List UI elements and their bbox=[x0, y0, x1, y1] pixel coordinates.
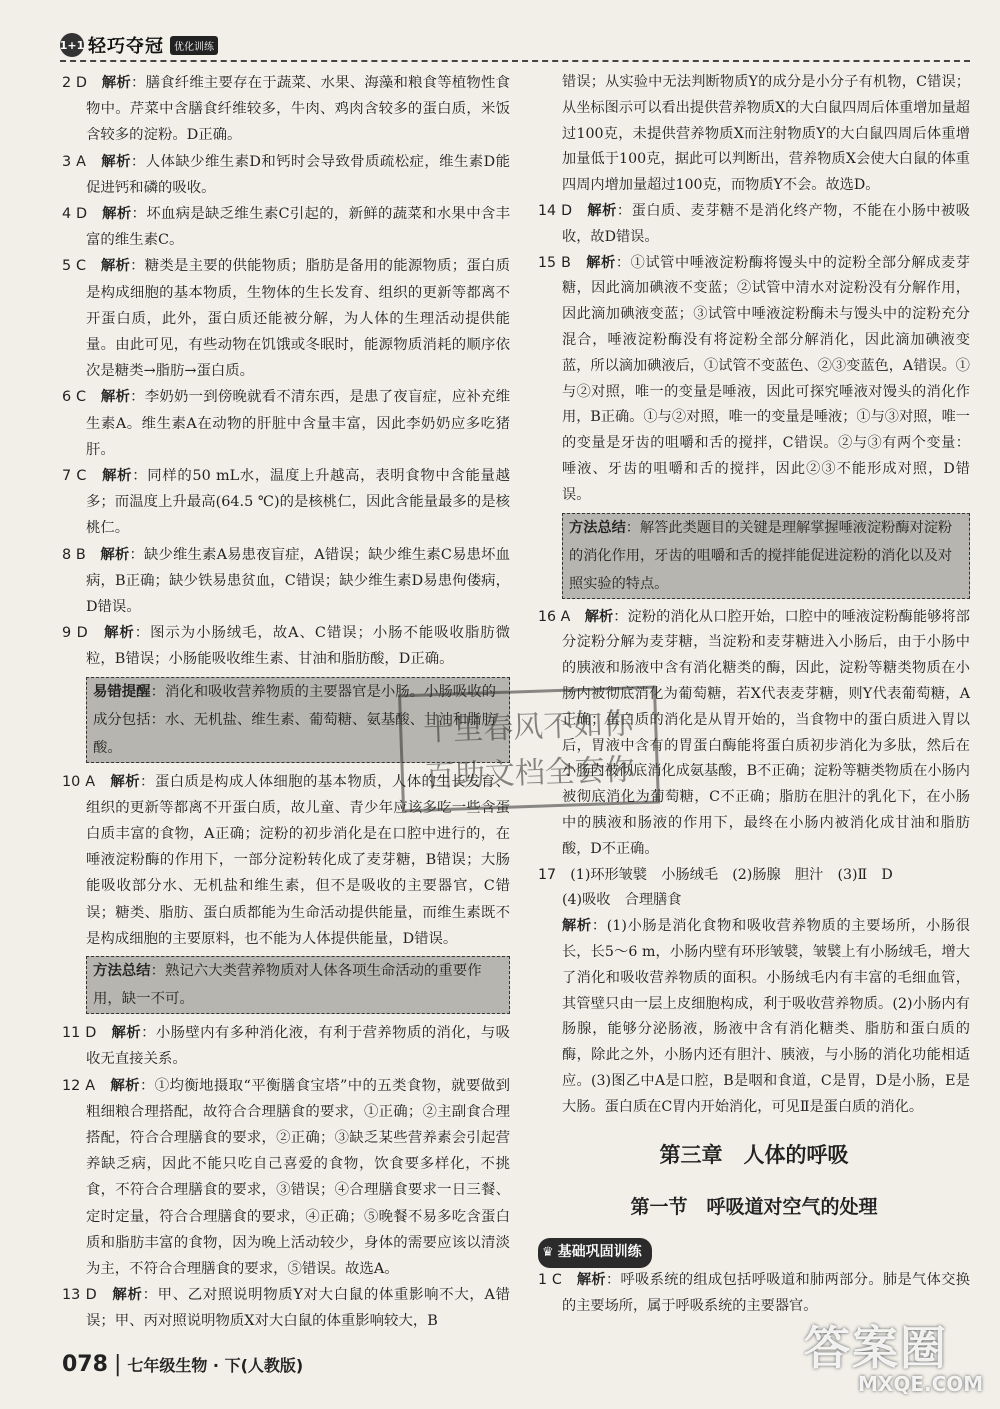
answer-number: 5 C bbox=[62, 258, 87, 275]
answer-entry: 13 D 解析：甲、乙对照说明物质Y对大白鼠的体重影响不大，A错误；甲、丙对照说明物质X对大白鼠的体重影响较大，B bbox=[62, 1287, 510, 1330]
answer-entry: 9 D 解析：图示为小肠绒毛，故A、C错误；小肠不能吸收脂肪微粒，B错误；小肠能吸收维生素、甘油和脂肪酸，D正确。 bbox=[62, 625, 510, 668]
answer-number: 15 B bbox=[538, 254, 571, 271]
watermark-url: MXQE.COM bbox=[858, 1372, 984, 1396]
analysis-label: 解析 bbox=[576, 1272, 606, 1289]
answer-entry: 4 D 解析：坏血病是缺乏维生素C引起的，新鲜的蔬菜和水果中含丰富的维生素C。 bbox=[62, 206, 510, 249]
answer-text: 淀粉的消化从口腔开始，口腔中的唾液淀粉酶能够将部分淀粉分解为麦芽糖，当淀粉和麦芽糖进入小肠后，由于小肠中的胰液和肠液中含有消化糖类的酶，因此，淀粉等糖类物质在小肠内被彻底消化为葡萄糖，若X代表麦芽糖，则Y代表葡萄糖，A正确；蛋白质的消化是从胃开始的，当食物中的蛋白质进入胃以后，胃液中含有的胃蛋白酶能将蛋白质初步消化为多肽，然后在小肠内被彻底消化成氨基酸，B不正确；淀粉等糖类物质在小肠内被彻底消化为葡萄糖，C不正确；脂肪在胆汁的乳化下，在小肠中的胰液和肠液的作用下，最终在小肠内被消化成甘油和脂肪酸，D不正确。 bbox=[562, 608, 970, 857]
answer-entry: 15 B 解析：①试管中唾液淀粉酶将馒头中的淀粉全部分解成麦芽糖，因此滴加碘液不变蓝；②试管中清水对淀粉没有分解作用，因此滴加碘液变蓝；③试管中唾液淀粉酶未与馒头中的淀粉充分混合，唾液淀粉酶没有将淀粉全部分解消化，因此滴加碘液变蓝，所以滴加碘液后，①试管不变蓝色、②③变蓝色，A错误。①与②对照，唯一的变量是唾液，因此可探究唾液对馒头的消化作用，B正确。①与②对照，唯一的变量是唾液；①与③对照，唯一的变量是牙齿的咀嚼和舌的搅拌，C错误。②与③有两个变量：唾液、牙齿的咀嚼和舌的搅拌，因此②③不能形成对照，D错误。 bbox=[538, 254, 970, 503]
section-title: 第一节 呼吸道对空气的处理 bbox=[630, 1196, 878, 1219]
answer-entry: 3 A 解析：人体缺少维生素D和钙时会导致骨质疏松症，维生素D能促进钙和磷的吸收。 bbox=[62, 153, 510, 196]
tip-text: 熟记六大类营养物质对人体各项生命活动的重要作用，缺一不可。 bbox=[93, 963, 482, 1008]
answer-text: 图示为小肠绒毛，故A、C错误；小肠不能吸收脂肪微粒，B错误；小肠能吸收维生素、甘油和脂肪酸，D正确。 bbox=[86, 625, 510, 668]
answer-entry: 5 C 解析：糖类是主要的供能物质；脂肪是备用的能源物质；蛋白质是构成细胞的基本物质，生物体的生长发育、组织的更新等都离不开蛋白质，此外，蛋白质还能被分解，为人体的生理活动提供能量。由此可见，有些动物在饥饿或冬眠时，能源物质消耗的顺序依次是糖类→脂肪→蛋白质。 bbox=[62, 258, 510, 380]
answer-number: 10 A bbox=[62, 773, 96, 790]
answer-text: 小肠壁内有多种消化液，有利于营养物质的消化，与吸收无直接关系。 bbox=[86, 1025, 510, 1068]
answer-entry: 2 D 解析：膳食纤维主要存在于蔬菜、水果、海藻和粮食等植物性食物中。芹菜中含膳食纤维较多，牛肉、鸡肉含较多的蛋白质，米饭含较多的淀粉。D正确。 bbox=[62, 75, 510, 144]
answer-entry: 解析：(1)小肠是消化食物和吸收营养物质的主要场所，小肠很长，长5～6 m，小肠内壁有环形皱襞，皱襞上有小肠绒毛，增大了消化和吸收营养物质的面积。小肠绒毛内有丰富的毛细血管，其管壁只由一层上皮细胞构成，利于吸收营养物质。(2)小肠内有肠腺，能够分泌肠液，肠液中含有消化糖类、脂肪和蛋白质的酶，除此之外，小肠内还有胆汁、胰液，与小肠的消化功能相适应。(3)图乙中A是口腔，B是咽和食道，C是胃，D是小肠，E是大肠。蛋白质在C胃内开始消化，可见Ⅱ是蛋白质的消化。 bbox=[562, 918, 970, 1115]
right-column bbox=[538, 70, 970, 1320]
answer-number: 8 B bbox=[62, 546, 86, 563]
analysis-label: 解析 bbox=[586, 254, 616, 271]
tip-text: 消化和吸收营养物质的主要器官是小肠。小肠吸收的成分包括：水、无机盐、维生素、葡萄糖、氨基酸、甘油和脂肪酸。 bbox=[93, 683, 496, 756]
answer-number: 9 D bbox=[62, 625, 88, 642]
analysis-label: 解析 bbox=[100, 389, 131, 406]
answer-entry: 7 C 解析：同样的50 mL水，温度上升越高，表明食物中含能量越多；而温度上升最高(64.5 ℃)的是核桃仁，因此含能量最多的是核桃仁。 bbox=[62, 468, 510, 537]
brand-logo-icon: 1+1 bbox=[60, 33, 84, 57]
answer-entry: 16 A 解析：淀粉的消化从口腔开始，口腔中的唾液淀粉酶能够将部分淀粉分解为麦芽糖，当淀粉和麦芽糖进入小肠后，由于小肠中的胰液和肠液中含有消化糖类的酶，因此，淀粉等糖类物质在小肠内被彻底消化为葡萄糖，若X代表麦芽糖，则Y代表葡萄糖，A正确；蛋白质的消化是从胃开始的，当食物中的蛋白质进入胃以后，胃液中含有的胃蛋白酶能将蛋白质初步消化为多肽，然后在小肠内被彻底消化成氨基酸，B不正确；淀粉等糖类物质在小肠内被彻底消化为葡萄糖，C不正确；脂肪在胆汁的乳化下，在小肠中的胰液和肠液的作用下，最终在小肠内被消化成甘油和脂肪酸，D不正确。 bbox=[538, 608, 970, 857]
analysis-label: 解析 bbox=[110, 773, 141, 790]
answer-text: 人体缺少维生素D和钙时会导致骨质疏松症，维生素D能促进钙和磷的吸收。 bbox=[86, 153, 510, 196]
analysis-label: 解析 bbox=[104, 625, 135, 642]
analysis-label: 解析 bbox=[111, 1025, 142, 1042]
chapter-title: 第三章 人体的呼吸 bbox=[659, 1143, 849, 1168]
answer-entry: 1 C 解析：呼吸系统的组成包括呼吸道和肺两部分。肺是气体交换的主要场所，属于呼吸系统的主要器官。 bbox=[538, 1272, 970, 1315]
answer-text: 同样的50 mL水，温度上升越高，表明食物中含能量越多；而温度上升最高(64.5 ℃)的是核桃仁，因此含能量最多的是核桃仁。 bbox=[86, 468, 510, 537]
analysis-label: 解析 bbox=[562, 918, 592, 935]
badge-label: 基础巩固训练 bbox=[557, 1244, 642, 1261]
stamp-line-1: 十里春风不如你 bbox=[422, 706, 634, 749]
answer-text: 坏血病是缺乏维生素C引起的，新鲜的蔬菜和水果中含丰富的维生素C。 bbox=[86, 206, 510, 249]
analysis-label: 解析 bbox=[110, 1077, 140, 1094]
answer-entry: 12 A 解析：①均衡地摄取“平衡膳食宝塔”中的五类食物，就要做到粗细粮合理搭配，故符合合理膳食的要求，①正确；②主副食合理搭配，符合合理膳食的要求，②正确；③缺乏某些营养素会引起营养缺乏病，因此不能只吃自己喜爱的食物，饮食要多样化，不挑食，不符合合理膳食的要求，③错误；④合理膳食要求一日三餐、定时定量，符合合理膳食的要求，④正确；⑤晚餐不易多吃含蛋白质和脂肪丰富的食物，因为晚上活动较少，身体的需要应该以清淡为主，不符合合理膳食的要求，⑤错误。故选A。 bbox=[62, 1077, 510, 1277]
analysis-label: 解析 bbox=[100, 258, 131, 275]
tip-box: 方法总结：熟记六大类营养物质对人体各项生命活动的重要作用，缺一不可。 bbox=[86, 956, 510, 1014]
page-header bbox=[60, 30, 970, 62]
answer-text: (1)小肠是消化食物和吸收营养物质的主要场所，小肠很长，长5～6 m，小肠内壁有环形皱襞，皱襞上有小肠绒毛，增大了消化和吸收营养物质的面积。小肠绒毛内有丰富的毛细血管，其管壁只由一层上皮细胞构成，利于吸收营养物质。(2)小肠内有肠腺，能够分泌肠液，肠液中含有消化糖类、脂肪和蛋白质的酶，除此之外，小肠内还有胆汁、胰液，与小肠的消化功能相适应。(3)图乙中A是口腔，B是咽和食道，C是胃，D是小肠，E是大肠。蛋白质在C胃内开始消化，可见Ⅱ是蛋白质的消化。 bbox=[562, 918, 970, 1115]
tip-label: 方法总结 bbox=[93, 963, 151, 980]
answer-entry bbox=[538, 70, 970, 199]
answer-number: 4 D bbox=[62, 206, 88, 223]
answer-number: 13 D bbox=[62, 1287, 97, 1304]
answer-number: 14 D bbox=[538, 202, 573, 219]
analysis-label: 解析 bbox=[587, 202, 617, 219]
answer-text: 糖类是主要的供能物质；脂肪是备用的能源物质；蛋白质是构成细胞的基本物质，生物体的生长发育、组织的更新等都离不开蛋白质，此外，蛋白质还能被分解，为人体的生理活动提供能量。由此可见，有些动物在饥饿或冬眠时，能源物质消耗的顺序依次是糖类→脂肪→蛋白质。 bbox=[86, 258, 510, 380]
analysis-label: 解析 bbox=[102, 206, 132, 223]
crown-icon: ♛ bbox=[542, 1245, 554, 1261]
tip-text: 解答此类题目的关键是理解掌握唾液淀粉酶对淀粉的消化作用，牙齿的咀嚼和舌的搅拌能促进淀粉的消化以及对照实验的特点。 bbox=[569, 519, 953, 592]
analysis-label: 解析 bbox=[584, 608, 614, 625]
answer-text: ①试管中唾液淀粉酶将馒头中的淀粉全部分解成麦芽糖，因此滴加碘液不变蓝；②试管中清水对淀粉没有分解作用，因此滴加碘液变蓝；③试管中唾液淀粉酶未与馒头中的淀粉充分混合，唾液淀粉酶没有将淀粉全部分解消化，因此滴加碘液变蓝，所以滴加碘液后，①试管不变蓝色、②③变蓝色，A错误。①与②对照，唯一的变量是唾液，因此可探究唾液对馒头的消化作用，B正确。①与②对照，唯一的变量是唾液；①与③对照，唯一的变量是牙齿的咀嚼和舌的搅拌，C错误。②与③有两个变量：唾液、牙齿的咀嚼和舌的搅拌，因此②③不能形成对照，D错误。 bbox=[562, 254, 970, 503]
brand-name: 轻巧夺冠 bbox=[88, 36, 164, 57]
tip-box: 方法总结：解答此类题目的关键是理解掌握唾液淀粉酶对淀粉的消化作用，牙齿的咀嚼和舌的搅拌能促进淀粉的消化以及对照实验的特点。 bbox=[562, 513, 970, 599]
answer-text: (4)吸收 合理膳食 bbox=[562, 892, 682, 909]
answer-number: 2 D bbox=[62, 75, 88, 91]
page-number: 078 bbox=[62, 1352, 108, 1377]
answer-number: 3 A bbox=[62, 153, 86, 170]
page-footer bbox=[62, 1352, 303, 1377]
training-badge bbox=[538, 1238, 652, 1268]
tip-box: 易错提醒：消化和吸收营养物质的主要器官是小肠。小肠吸收的成分包括：水、无机盐、维生素、葡萄糖、氨基酸、甘油和脂肪酸。 bbox=[86, 677, 510, 763]
watermark-logo: 答案圈 bbox=[804, 1321, 948, 1375]
answer-text: 缺少维生素A易患夜盲症，A错误；缺少维生素C易患坏血病，B正确；缺少铁易患贫血，C错误；缺少维生素D易患佝偻病，D错误。 bbox=[86, 546, 510, 616]
brand-tag: 优化训练 bbox=[170, 36, 218, 55]
answer-entry: 11 D 解析：小肠壁内有多种消化液，有利于营养物质的消化，与吸收无直接关系。 bbox=[62, 1025, 510, 1068]
answer-number: 6 C bbox=[62, 389, 87, 406]
answer-number: 12 A bbox=[62, 1077, 96, 1094]
answer-number: 1 C bbox=[538, 1272, 562, 1289]
answer-text: (1)环形皱襞 小肠绒毛 (2)肠腺 胆汁 (3)Ⅱ D bbox=[570, 866, 893, 883]
answer-entry: 10 A 解析：蛋白质是构成人体细胞的基本物质，人体的生长发育、组织的更新等都离不开蛋白质，故儿童、青少年应该多吃一些含蛋白质丰富的食物，A正确；淀粉的初步消化是在口腔中进行的，在唾液淀粉酶的作用下，一部分淀粉转化成了麦芽糖，B错误；大肠能吸收部分水、无机盐和维生素，但不是吸收的主要器官，C错误；糖类、脂肪、蛋白质都能为生命活动提供能量，而维生素既不是构成细胞的主要原料，也不能为人体提供能量，D错误。 bbox=[62, 773, 510, 947]
tip-label: 易错提醒 bbox=[93, 683, 151, 700]
analysis-label: 解析 bbox=[101, 75, 131, 91]
answer-number: 7 C bbox=[62, 468, 87, 485]
answer-text: 甲、乙对照说明物质Y对大白鼠的体重影响不大，A错误；甲、丙对照说明物质X对大白鼠的体重影响较大，B bbox=[86, 1287, 510, 1330]
answer-entry: 14 D 解析：蛋白质、麦芽糖不是消化终产物，不能在小肠中被吸收，故D错误。 bbox=[538, 202, 970, 245]
answer-text: 李奶奶一到傍晚就看不清东西，是患了夜盲症，应补充维生素A。维生素A在动物的肝脏中含量丰富，因此李奶奶应多吃猪肝。 bbox=[86, 389, 510, 458]
answer-text: 蛋白质、麦芽糖不是消化终产物，不能在小肠中被吸收，故D错误。 bbox=[562, 202, 970, 245]
answer-entry: 8 B 解析：缺少维生素A易患夜盲症，A错误；缺少维生素C易患坏血病，B正确；缺少铁易患贫血，C错误；缺少维生素D易患佝偻病，D错误。 bbox=[62, 546, 510, 616]
answer-entry bbox=[538, 888, 970, 914]
answer-text: ①均衡地摄取“平衡膳食宝塔”中的五类食物，就要做到粗细粮合理搭配，故符合合理膳食的要求，①正确；②主副食合理搭配，符合合理膳食的要求，②正确；③缺乏某些营养素会引起营养缺乏病，因此不能只吃自己喜爱的食物，饮食要多样化，不挑食，不符合合理膳食的要求，③错误；④合理膳食要求一日三餐、定时定量，符合合理膳食的要求，④正确；⑤晚餐不易多吃含蛋白质和脂肪丰富的食物，因为晚上活动较少，身体的需要应该以清淡为主，不符合合理膳食的要求，⑤错误。故选A。 bbox=[86, 1077, 510, 1277]
answer-text: 错误；从实验中无法判断物质Y的成分是小分子有机物，C错误；从坐标图示可以看出提供营养物质X的大白鼠四周后体重增加量超过100克，未提供营养物质X而注射物质Y的大白鼠四周后体重增加量低于100克，据此可以判断出，营养物质X会使大白鼠的体重四周内增加量超过100克，而物质Y不会。故选D。 bbox=[562, 74, 970, 194]
answer-number: 11 D bbox=[62, 1025, 97, 1042]
analysis-label: 解析 bbox=[112, 1287, 143, 1304]
left-column bbox=[62, 70, 510, 1335]
brand bbox=[60, 32, 218, 58]
answer-text: 呼吸系统的组成包括呼吸道和肺两部分。肺是气体交换的主要场所，属于呼吸系统的主要器官。 bbox=[562, 1272, 970, 1315]
tip-label: 方法总结 bbox=[569, 519, 626, 536]
answer-number: 16 A bbox=[538, 608, 571, 625]
footer-separator: | bbox=[113, 1352, 122, 1377]
analysis-label: 解析 bbox=[100, 546, 130, 563]
answer-entry bbox=[538, 863, 970, 889]
answer-entry: 6 C 解析：李奶奶一到傍晚就看不清东西，是患了夜盲症，应补充维生素A。维生素A在动物的肝脏中含量丰富，因此李奶奶应多吃猪肝。 bbox=[62, 389, 510, 458]
analysis-label: 解析 bbox=[102, 468, 133, 485]
analysis-label: 解析 bbox=[101, 153, 131, 170]
answer-text: 膳食纤维主要存在于蔬菜、水果、海藻和粮食等植物性食物中。芹菜中含膳食纤维较多，牛肉、鸡肉含较多的蛋白质，米饭含较多的淀粉。D正确。 bbox=[86, 75, 510, 144]
answer-number: 17 bbox=[538, 866, 557, 883]
answer-text: 蛋白质是构成人体细胞的基本物质，人体的生长发育、组织的更新等都离不开蛋白质，故儿童、青少年应该多吃一些含蛋白质丰富的食物，A正确；淀粉的初步消化是在口腔中进行的，在唾液淀粉酶的作用下，一部分淀粉转化成了麦芽糖，B错误；大肠能吸收部分水、无机盐和维生素，但不是吸收的主要器官，C错误；糖类、脂肪、蛋白质都能为生命活动提供能量，而维生素既不是构成细胞的主要原料，也不能为人体提供能量，D错误。 bbox=[86, 773, 510, 947]
footer-title: 七年级生物 · 下(人教版) bbox=[127, 1356, 304, 1375]
stamp-line-2: 百助文档全套你 bbox=[424, 752, 636, 795]
